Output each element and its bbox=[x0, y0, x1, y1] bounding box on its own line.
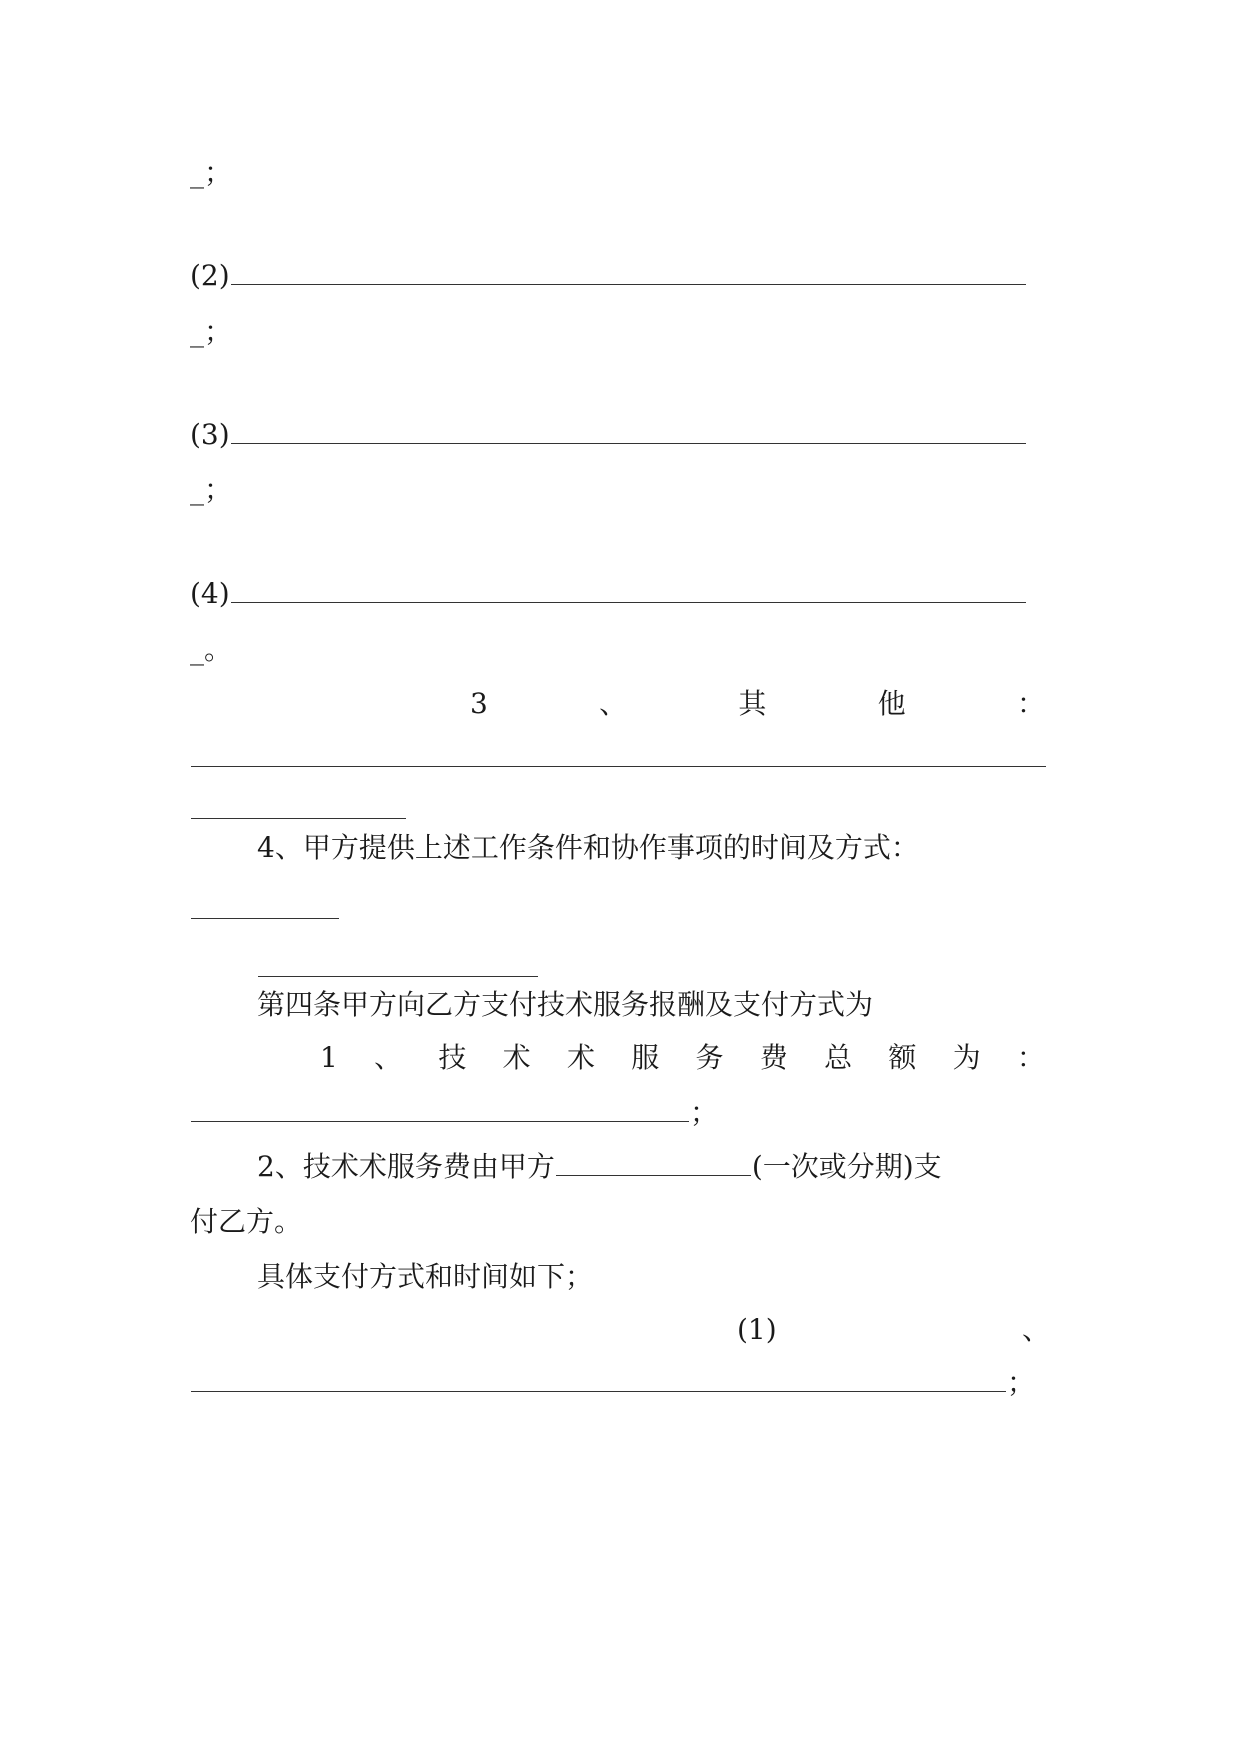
clause-4-blank-1[interactable] bbox=[191, 898, 339, 919]
other-blank-1[interactable] bbox=[191, 746, 1046, 767]
fee-char: 、 bbox=[374, 1041, 403, 1074]
fee-char: 服 bbox=[631, 1041, 660, 1074]
article-4-heading-text: 第四条甲方向乙方支付技术服务报酬及支付方式为 bbox=[257, 988, 874, 1021]
item-4-blank[interactable] bbox=[231, 582, 1026, 603]
item-2-continuation bbox=[190, 312, 232, 352]
sub-1-end: ； bbox=[1007, 1366, 1036, 1399]
item-4-tail: _。 bbox=[190, 633, 233, 666]
payment-line-2-text: 付乙方。 bbox=[190, 1205, 303, 1238]
fee-char: 为 bbox=[952, 1041, 981, 1074]
sub-1-number bbox=[737, 1310, 777, 1350]
payment-method-blank[interactable] bbox=[556, 1155, 751, 1176]
item-3-number: (3) bbox=[190, 418, 230, 451]
clause-4-blank-2[interactable] bbox=[258, 956, 538, 977]
sub-1-separator-text: 、 bbox=[1022, 1313, 1051, 1346]
item-2-number: (2) bbox=[190, 259, 230, 292]
fee-char: 术 bbox=[502, 1041, 531, 1074]
fee-total-blank[interactable] bbox=[191, 1101, 689, 1122]
item-2-tail: _； bbox=[190, 315, 233, 348]
payment-detail-intro bbox=[257, 1257, 593, 1297]
item-4-number: (4) bbox=[190, 577, 230, 610]
item-2-blank[interactable] bbox=[231, 264, 1026, 285]
fee-char: 总 bbox=[824, 1041, 853, 1074]
item-1-continuation bbox=[190, 153, 232, 193]
other-blank-2[interactable] bbox=[191, 798, 406, 819]
fee-total-end: ； bbox=[690, 1096, 719, 1129]
other-heading bbox=[190, 684, 1045, 724]
other-char: 3 bbox=[470, 687, 488, 720]
item-3-continuation bbox=[190, 470, 232, 510]
fee-total-heading bbox=[190, 1038, 1045, 1078]
payment-prefix: 2、技术术服务费由甲方 bbox=[257, 1150, 555, 1183]
sub-1-separator bbox=[1022, 1310, 1050, 1350]
payment-line bbox=[257, 1147, 942, 1187]
other-char: 其 bbox=[738, 687, 767, 720]
fee-total-line bbox=[190, 1093, 718, 1133]
fee-char: 1 bbox=[320, 1041, 338, 1074]
other-blank-line-1 bbox=[190, 738, 1047, 778]
item-1-tail: _； bbox=[190, 156, 233, 189]
item-3-blank[interactable] bbox=[231, 423, 1026, 444]
article-4-heading bbox=[257, 985, 873, 1025]
payment-detail-intro-text: 具体支付方式和时间如下； bbox=[257, 1260, 594, 1293]
item-3-line bbox=[190, 415, 1027, 455]
sub-1-blank[interactable] bbox=[191, 1371, 1006, 1392]
fee-char: 技 bbox=[438, 1041, 467, 1074]
item-4-continuation bbox=[190, 630, 232, 670]
other-blank-line-2 bbox=[190, 790, 407, 830]
other-char: 他 bbox=[877, 687, 906, 720]
clause-4-blank-line-2 bbox=[257, 948, 539, 988]
other-char: 、 bbox=[599, 687, 628, 720]
item-4-line bbox=[190, 574, 1027, 614]
item-3-tail: _； bbox=[190, 473, 233, 506]
sub-1-line bbox=[190, 1363, 1035, 1403]
clause-4-text bbox=[257, 828, 919, 868]
clause-4-blank-line-1 bbox=[190, 890, 340, 930]
fee-char: 术 bbox=[566, 1041, 595, 1074]
fee-char: ： bbox=[1016, 1041, 1045, 1074]
other-char: ： bbox=[1016, 687, 1045, 720]
clause-4-label: 4、甲方提供上述工作条件和协作事项的时间及方式： bbox=[257, 831, 919, 864]
fee-char: 额 bbox=[888, 1041, 917, 1074]
item-2-line bbox=[190, 256, 1027, 296]
payment-line-2 bbox=[190, 1202, 302, 1242]
sub-1-number-text: (1) bbox=[737, 1313, 777, 1346]
payment-suffix: (一次或分期)支 bbox=[751, 1150, 942, 1183]
fee-char: 务 bbox=[695, 1041, 724, 1074]
fee-char: 费 bbox=[759, 1041, 788, 1074]
